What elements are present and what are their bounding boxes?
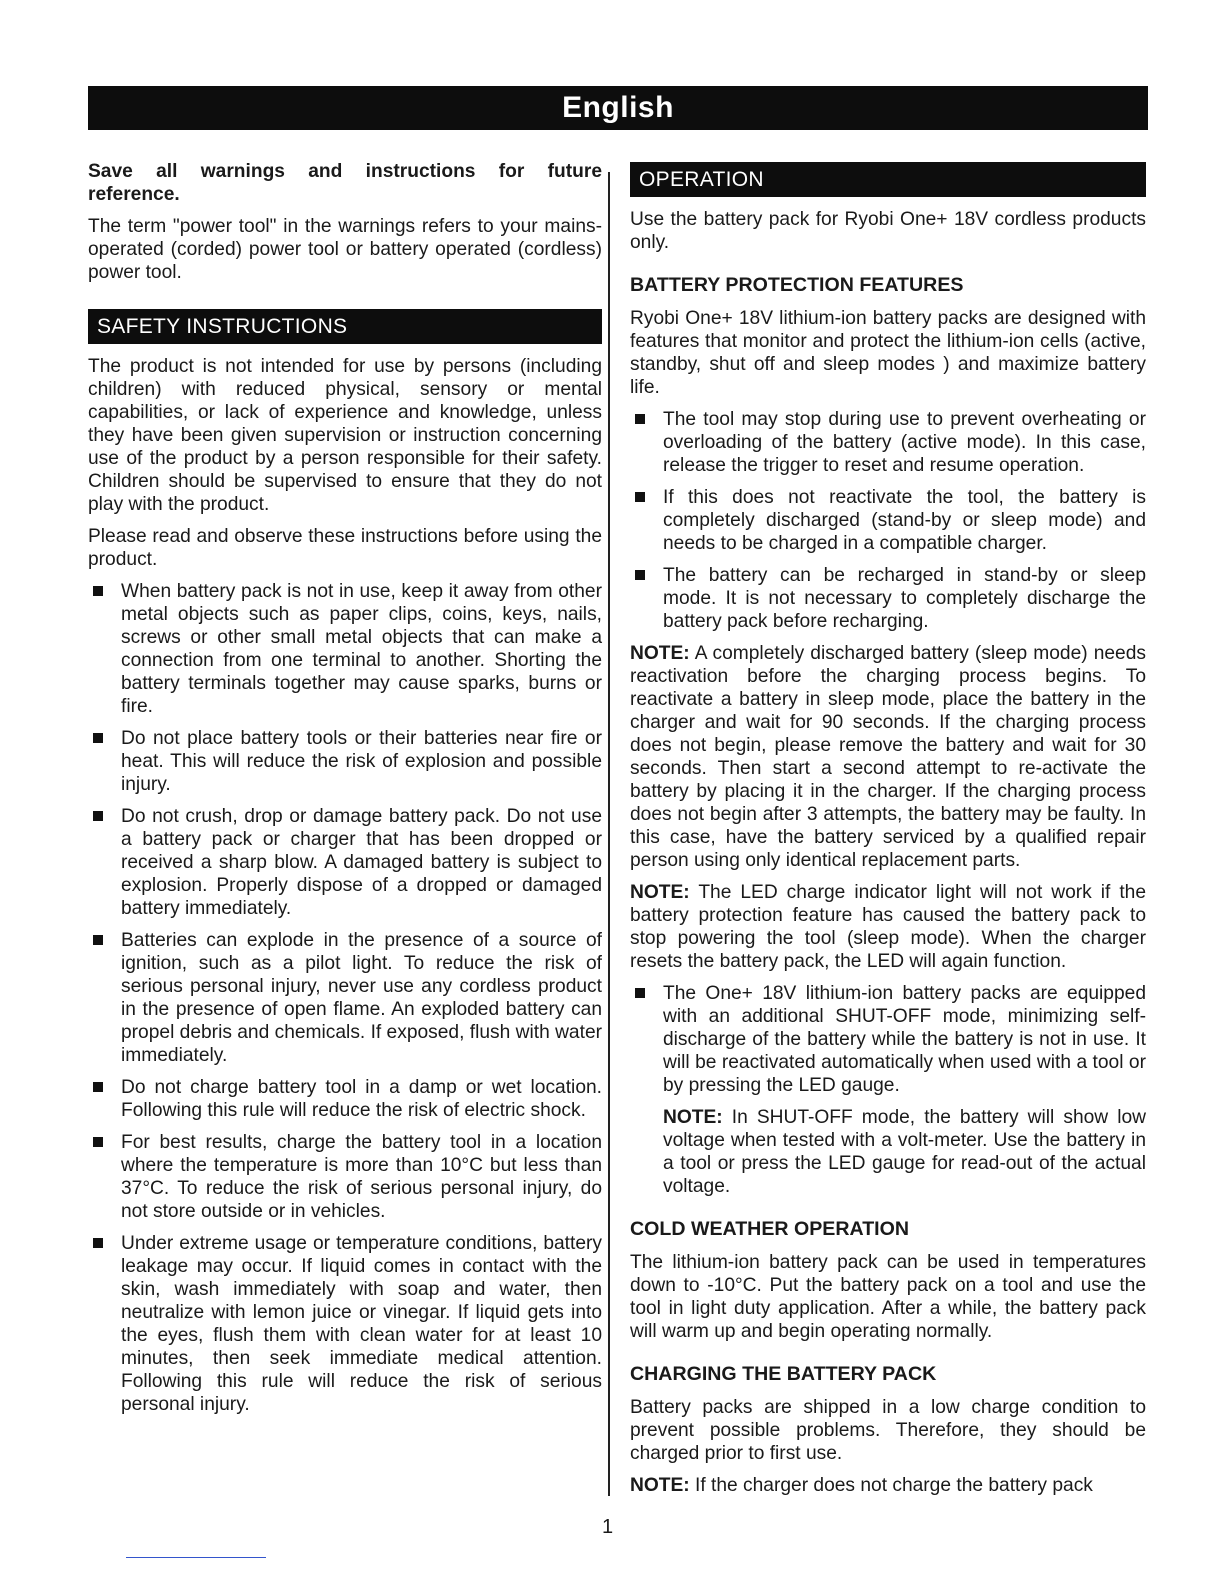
battery-protection-text: Ryobi One+ 18V lithium-ion battery packs are designed with features that monitor and protect the lithium-ion cells (active, standby, shut off and sleep modes ) and maximize battery life.: [630, 308, 1146, 398]
battery-protection-heading: BATTERY PROTECTION FEATURES: [630, 274, 964, 296]
cold-weather-text: The lithium-ion battery pack can be used in temperatures down to -10°C. Put the battery pack on a tool and use the tool in light duty application. After a while, the battery pack will warm up and begin operating normally.: [630, 1252, 1146, 1342]
intro-warning: Save all warnings and instructions for future reference.: [88, 161, 602, 205]
note-label: NOTE:: [630, 643, 690, 664]
list-item: The One+ 18V lithium-ion battery packs are equipped with an additional SHUT-OFF mode, minimizing self-discharge of the battery while the battery is not in use. It will be reactivated automatically when used with a tool or by pressing the LED gauge.: [630, 982, 1146, 1097]
footer-rule: [126, 1557, 266, 1558]
intro-text: The term "power tool" in the warnings refers to your mains-operated (corded) power tool or battery operated (cordless) power tool.: [88, 216, 602, 283]
list-item: Do not place battery tools or their batteries near fire or heat. This will reduce the risk of explosion and possible injury.: [88, 727, 602, 796]
note-label: NOTE:: [630, 882, 690, 903]
operation-text: Use the battery pack for Ryobi One+ 18V cordless products only.: [630, 209, 1146, 253]
cold-weather-heading: COLD WEATHER OPERATION: [630, 1218, 910, 1240]
note-shutoff-mode: NOTE: In SHUT-OFF mode, the battery will show low voltage when tested with a volt-meter. Use the battery in a tool or press the LED gauge for read-out of the actual voltage.: [663, 1107, 1146, 1197]
safety-bullet-list: [88, 580, 602, 1416]
list-item: The battery can be recharged in stand-by or sleep mode. It is not necessary to completely discharge the battery pack before recharging.: [630, 564, 1146, 633]
square-bullet-icon: [635, 988, 645, 998]
list-item: The tool may stop during use to prevent overheating or overloading of the battery (active mode). In this case, release the trigger to reset and resume operation.: [630, 408, 1146, 477]
square-bullet-icon: [93, 1082, 103, 1092]
safety-paragraph-2: Please read and observe these instructions before using the product.: [88, 526, 602, 570]
note-charger: NOTE: If the charger does not charge the battery pack: [630, 1475, 1093, 1496]
safety-paragraph-1: The product is not intended for use by persons (including children) with reduced physical, sensory or mental capabilities, or lack of experience and knowledge, unless they have been given supervision or instruction concerning use of the product by a person responsible for their safety. Children should be supervised to ensure that they do not play with the product.: [88, 356, 602, 515]
list-item: Batteries can explode in the presence of a source of ignition, such as a pilot light. To reduce the risk of serious personal injury, never use any cordless product in the presence of open flame. An exploded battery can propel debris and chemicals. If exposed, flush with water immediately.: [88, 929, 602, 1067]
square-bullet-icon: [635, 570, 645, 580]
protection-bullet-list: [630, 408, 1146, 633]
list-item: When battery pack is not in use, keep it away from other metal objects such as paper clips, coins, keys, nails, screws or other small metal objects that can make a connection from one terminal to another. Shorting the battery terminals together may cause sparks, burns or fire.: [88, 580, 602, 718]
page-number: 1: [602, 1516, 614, 1538]
note-led-indicator: NOTE: The LED charge indicator light will not work if the battery protection feature has caused the battery pack to stop powering the tool (sleep mode). When the charger resets the battery pack, the LED will again function.: [630, 882, 1146, 972]
language-header: [88, 86, 1148, 130]
square-bullet-icon: [635, 414, 645, 424]
square-bullet-icon: [93, 733, 103, 743]
list-item: Do not crush, drop or damage battery pack. Do not use a battery pack or charger that has been dropped or received a sharp blow. A damaged battery is subject to explosion. Properly dispose of a dropped or damaged battery immediately.: [88, 805, 602, 920]
column-divider: [608, 172, 610, 1496]
square-bullet-icon: [93, 811, 103, 821]
safety-instructions-heading: SAFETY INSTRUCTIONS: [88, 309, 602, 344]
right-column: [630, 160, 1146, 1506]
note-label: NOTE:: [663, 1107, 723, 1128]
shutoff-bullet-list: [630, 982, 1146, 1097]
note-label: NOTE:: [630, 1475, 690, 1496]
list-item: For best results, charge the battery tool in a location where the temperature is more than 10°C but less than 37°C. To reduce the risk of serious personal injury, do not store outside or in vehicles.: [88, 1131, 602, 1223]
list-item: Under extreme usage or temperature conditions, battery leakage may occur. If liquid comes in contact with the skin, wash immediately with soap and water, then neutralize with lemon juice or vinegar. If liquid gets into the eyes, flush them with clean water for at least 10 minutes, then seek immediate medical attention. Following this rule will reduce the risk of serious personal injury.: [88, 1232, 602, 1416]
operation-heading: OPERATION: [630, 162, 1146, 197]
square-bullet-icon: [93, 1238, 103, 1248]
note-reactivation: NOTE: A completely discharged battery (sleep mode) needs reactivation before the charging process begins. To reactivate a battery in sleep mode, place the battery in the charger and wait for 90 seconds. If the charging process does not begin, please remove the battery and wait for 30 seconds. Then start a second attempt to re-activate the battery by placing it in the charger. If the charging process does not begin after 3 attempts, the battery may be faulty. In this case, have the battery serviced by a qualified repair person using only identical replacement parts.: [630, 643, 1146, 871]
left-column: [88, 160, 602, 1425]
square-bullet-icon: [635, 492, 645, 502]
charging-heading: CHARGING THE BATTERY PACK: [630, 1363, 937, 1385]
list-item: Do not charge battery tool in a damp or wet location. Following this rule will reduce the risk of electric shock.: [88, 1076, 602, 1122]
square-bullet-icon: [93, 586, 103, 596]
language-title: English: [562, 91, 674, 124]
charging-text: Battery packs are shipped in a low charge condition to prevent possible problems. Therefore, they should be charged prior to first use.: [630, 1397, 1146, 1464]
square-bullet-icon: [93, 1137, 103, 1147]
square-bullet-icon: [93, 935, 103, 945]
list-item: If this does not reactivate the tool, the battery is completely discharged (stand-by or sleep mode) and needs to be charged in a compatible charger.: [630, 486, 1146, 555]
